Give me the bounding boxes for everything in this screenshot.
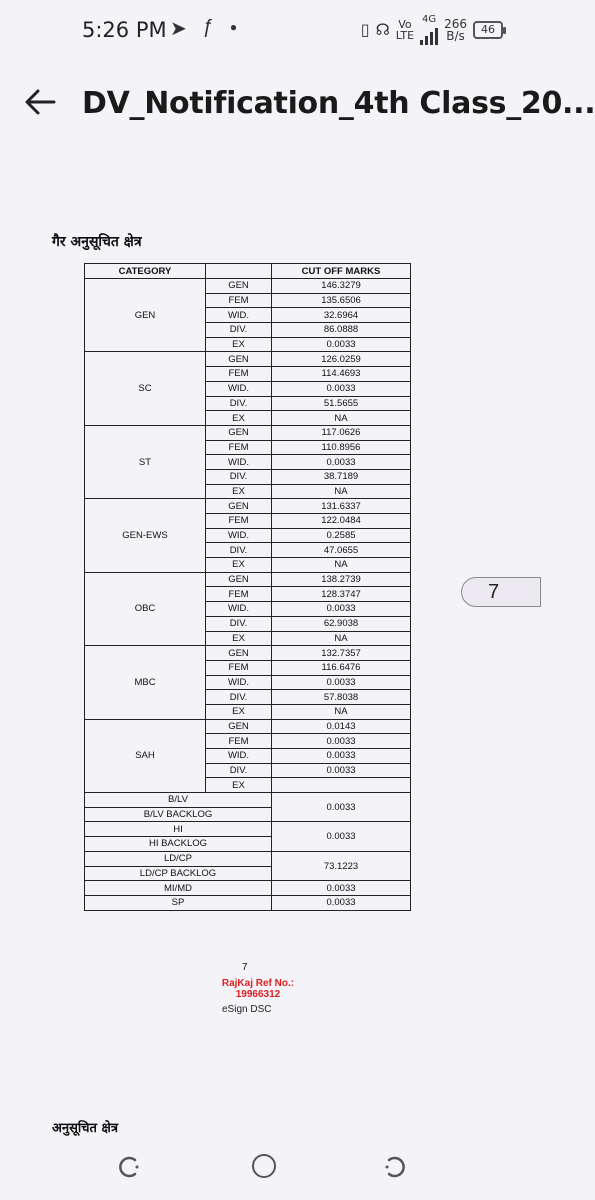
- subcategory-header: [206, 264, 272, 279]
- subcategory-cell: FEM: [206, 293, 272, 308]
- subcategory-cell: GEN: [206, 279, 272, 294]
- marks-cell: 117.0626: [272, 425, 411, 440]
- marks-cell: 131.6337: [272, 499, 411, 514]
- table-row: [85, 719, 411, 734]
- subcategory-cell: EX: [206, 337, 272, 352]
- table-row: [85, 851, 411, 866]
- subcategory-cell: GEN: [206, 425, 272, 440]
- marks-cell: 0.0033: [272, 381, 411, 396]
- status-time: 5:26 PM: [82, 18, 167, 42]
- special-category-cell: B/LV: [85, 793, 272, 808]
- marks-cell: 0.0033: [272, 749, 411, 764]
- special-category-cell: HI BACKLOG: [85, 837, 272, 852]
- navigation-bar: [0, 1140, 527, 1200]
- marks-cell: 38.7189: [272, 469, 411, 484]
- subcategory-cell: GEN: [206, 572, 272, 587]
- signal-icon: [420, 25, 438, 45]
- marks-cell: 0.0033: [272, 895, 411, 910]
- marks-cell: NA: [272, 704, 411, 719]
- table-row: [85, 352, 411, 367]
- marks-header: CUT OFF MARKS: [272, 264, 411, 279]
- subcategory-cell: WID.: [206, 602, 272, 617]
- category-cell: SAH: [85, 719, 206, 792]
- marks-cell: 122.0484: [272, 514, 411, 529]
- marks-cell: 0.0033: [272, 822, 411, 851]
- subcategory-cell: GEN: [206, 352, 272, 367]
- subcategory-cell: GEN: [206, 646, 272, 661]
- next-section-heading: अनुसूचित क्षेत्र: [52, 1121, 118, 1136]
- notification-icons: [170, 16, 237, 41]
- subcategory-cell: EX: [206, 484, 272, 499]
- table-row: [85, 793, 411, 808]
- marks-cell: NA: [272, 411, 411, 426]
- subcategory-cell: DIV.: [206, 690, 272, 705]
- subcategory-cell: FEM: [206, 587, 272, 602]
- table-row: [85, 572, 411, 587]
- recent-apps-icon[interactable]: [118, 1155, 142, 1179]
- home-icon[interactable]: [252, 1154, 276, 1178]
- subcategory-cell: FEM: [206, 660, 272, 675]
- category-cell: GEN: [85, 279, 206, 352]
- marks-cell: 116.6476: [272, 660, 411, 675]
- subcategory-cell: EX: [206, 778, 272, 793]
- subcategory-cell: DIV.: [206, 543, 272, 558]
- network-type: 4G: [420, 14, 438, 45]
- table-header-row: [85, 264, 411, 279]
- category-cell: SC: [85, 352, 206, 425]
- marks-cell: 135.6506: [272, 293, 411, 308]
- marks-cell: 57.8038: [272, 690, 411, 705]
- flipkart-icon: ƒ: [202, 16, 214, 38]
- subcategory-cell: FEM: [206, 734, 272, 749]
- dot-icon: ●: [229, 20, 238, 34]
- subcategory-cell: FEM: [206, 514, 272, 529]
- subcategory-cell: EX: [206, 631, 272, 646]
- special-category-cell: HI: [85, 822, 272, 837]
- subcategory-cell: WID.: [206, 528, 272, 543]
- marks-cell: 0.0033: [272, 602, 411, 617]
- subcategory-cell: GEN: [206, 719, 272, 734]
- rajkaj-ref: RajKaj Ref No.: 19966312: [221, 978, 295, 1000]
- subcategory-cell: FEM: [206, 367, 272, 382]
- category-cell: OBC: [85, 572, 206, 645]
- marks-cell: NA: [272, 484, 411, 499]
- marks-cell: 51.5655: [272, 396, 411, 411]
- special-category-cell: B/LV BACKLOG: [85, 807, 272, 822]
- back-arrow-icon[interactable]: [22, 84, 58, 120]
- special-category-cell: LD/CP BACKLOG: [85, 866, 272, 881]
- subcategory-cell: WID.: [206, 455, 272, 470]
- special-category-cell: MI/MD: [85, 881, 272, 896]
- marks-cell: 138.2739: [272, 572, 411, 587]
- subcategory-cell: GEN: [206, 499, 272, 514]
- marks-cell: 0.0143: [272, 719, 411, 734]
- nav-back-icon[interactable]: [382, 1155, 406, 1179]
- marks-cell: [272, 778, 411, 793]
- battery-icon: 46: [473, 21, 503, 39]
- network-speed: 266 B/s: [444, 16, 467, 43]
- marks-cell: 126.0259: [272, 352, 411, 367]
- table-row: [85, 499, 411, 514]
- subcategory-cell: DIV.: [206, 323, 272, 338]
- subcategory-cell: DIV.: [206, 616, 272, 631]
- marks-cell: 0.0033: [272, 763, 411, 778]
- volte-indicator: Vo LTE: [395, 17, 415, 42]
- special-category-cell: SP: [85, 895, 272, 910]
- subcategory-cell: WID.: [206, 675, 272, 690]
- marks-cell: 62.9038: [272, 616, 411, 631]
- marks-cell: 73.1223: [272, 851, 411, 880]
- subcategory-cell: EX: [206, 411, 272, 426]
- table-row: [85, 425, 411, 440]
- marks-cell: 0.0033: [272, 337, 411, 352]
- marks-cell: 0.2585: [272, 528, 411, 543]
- marks-cell: 110.8956: [272, 440, 411, 455]
- subcategory-cell: DIV.: [206, 763, 272, 778]
- category-header: CATEGORY: [85, 264, 206, 279]
- marks-cell: 0.0033: [272, 881, 411, 896]
- marks-cell: 114.4693: [272, 367, 411, 382]
- subcategory-cell: FEM: [206, 440, 272, 455]
- document-title: DV_Notification_4th Class_20...: [82, 86, 595, 121]
- special-category-cell: LD/CP: [85, 851, 272, 866]
- marks-cell: 0.0033: [272, 793, 411, 822]
- page-number: 7: [242, 962, 248, 973]
- subcategory-cell: WID.: [206, 749, 272, 764]
- esign-label: eSign DSC: [222, 1004, 272, 1015]
- marks-cell: 132.7357: [272, 646, 411, 661]
- page-indicator[interactable]: 7: [461, 577, 541, 607]
- vibrate-icon: ▯: [360, 20, 370, 39]
- status-bar: [0, 0, 527, 62]
- subcategory-cell: DIV.: [206, 469, 272, 484]
- subcategory-cell: EX: [206, 558, 272, 573]
- table-row: [85, 646, 411, 661]
- subcategory-cell: WID.: [206, 308, 272, 323]
- marks-cell: 146.3279: [272, 279, 411, 294]
- subcategory-cell: DIV.: [206, 396, 272, 411]
- marks-cell: 0.0033: [272, 675, 411, 690]
- table-row: [85, 822, 411, 837]
- marks-cell: NA: [272, 558, 411, 573]
- pdf-page[interactable]: [0, 200, 527, 1140]
- marks-cell: 0.0033: [272, 734, 411, 749]
- subcategory-cell: EX: [206, 704, 272, 719]
- subcategory-cell: WID.: [206, 381, 272, 396]
- table-row: [85, 881, 411, 896]
- category-cell: MBC: [85, 646, 206, 719]
- app-bar: [0, 62, 595, 142]
- category-cell: ST: [85, 425, 206, 498]
- marks-cell: 0.0033: [272, 455, 411, 470]
- table-row: [85, 895, 411, 910]
- marks-cell: NA: [272, 631, 411, 646]
- system-indicators: [361, 14, 503, 45]
- headphones-icon: ☊: [375, 20, 390, 39]
- cutoff-table-body: [85, 279, 411, 911]
- marks-cell: 86.0888: [272, 323, 411, 338]
- marks-cell: 47.0655: [272, 543, 411, 558]
- section-heading: गैर अनुसूचित क्षेत्र: [52, 234, 142, 250]
- category-cell: GEN-EWS: [85, 499, 206, 572]
- table-row: [85, 279, 411, 294]
- marks-cell: 128.3747: [272, 587, 411, 602]
- cutoff-table: [84, 263, 411, 911]
- telegram-icon: ➤: [170, 18, 187, 40]
- marks-cell: 32.6964: [272, 308, 411, 323]
